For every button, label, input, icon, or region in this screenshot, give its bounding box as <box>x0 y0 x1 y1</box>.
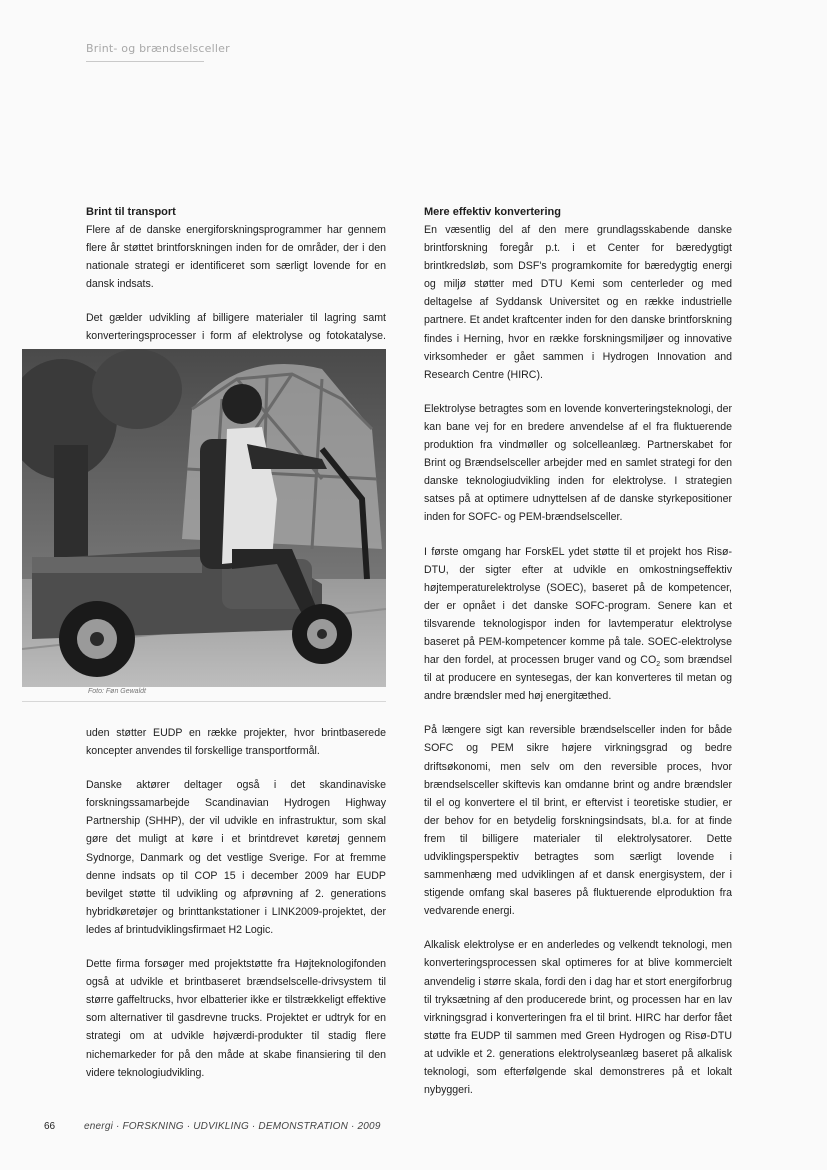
photo-credit: Foto: Føn Gewaldt <box>88 688 146 695</box>
subscript: 2 <box>656 661 661 669</box>
magazine-footer: energi · FORSKNING · UDVIKLING · DEMONSTRATION · 2009 <box>84 1121 381 1132</box>
running-head: Brint- og brændselsceller <box>86 42 230 55</box>
paragraph-text: som brændsel til at producere en syntesegas, der kan konverteres til metan og andre brændsler med høj energitæthed. <box>424 654 732 703</box>
photo-hydrogen-vehicle <box>22 349 386 687</box>
paragraph: På længere sigt kan reversible brændselsceller inden for både SOFC og PEM sikre højere virkningsgrad og bedre driftsøkonomi, men selv om den reversible proces, hvor brændselsceller skiftevis kan omdanne brint og andre brændsler til el og konvertere el til brint, er eftervist i teoretiske studier, er der behov for en betydelig forskningsindsats, bl.a. for at finde frem til billigere materialer til elektrolysatorer. Dette udviklingsperspektiv betragtes som særligt lovende i sammenhæng med udviklingen af et dansk energisystem, der i stigende omfang skal baseres på fluktuerende elproduktion fra vedvarende energi. <box>424 724 732 918</box>
photo-illustration <box>22 349 386 687</box>
left-column-bottom <box>86 724 386 1098</box>
paragraph: Elektrolyse betragtes som en lovende konverteringsteknologi, der kan bane vej for en bredere anvendelse af el fra fluktuerende produktion fra vindmøller og solcelleanlæg. Partnerskabet for Brint og Brændselsceller arbejder med en samlet strategi for den danske teknologiudvikling inden for elektrolyse. I strategien satses på at optimere udnyttelsen af de danske styrkepositioner inden for SOFC- og PEM-brændselsceller. <box>424 402 732 524</box>
right-column <box>424 203 732 1115</box>
photo-credit-rule <box>22 701 386 702</box>
running-head-rule <box>86 61 204 62</box>
paragraph: Dette firma forsøger med projektstøtte fra Højteknologifonden også at udvikle et brintbaseret brændselscelle-drivsystem til større gaffeltrucks, hvor elbatterier ikke er tilstrækkeligt effektive som alternativer til gasdrevne trucks. Projektet er udtryk for en strategi om at udvikle højværdi-produkter til stadig flere nichemarkeder for på den måde at skabe finansiering til den videre teknologiudvikling. <box>86 958 386 1079</box>
paragraph-text: I første omgang har ForskEL ydet støtte til et projekt hos Risø-DTU, der sigter efter at udvikle en omkostningseffektiv højtemperaturelektrolyse (SOEC), baseret på de kompetencer, der er opnået i det danske SOFC-program. Senere kan et tilsvarende teknologispor inden for lavtemperatur elektrolyse baseret på PEM-kompetencer komme på tale. SOEC-elektrolyse har den fordel, at processen bruger vand og CO <box>424 545 732 667</box>
paragraph-soec <box>424 543 732 706</box>
paragraph: Danske aktører deltager også i det skandinaviske forskningssamarbejde Scandinavian Hydrogen Highway Partnership (SHHP), der vil udvikle en infrastruktur, som skal gøre det muligt at køre i et brintdrevet køretøj gennem Sydnorge, Danmark og det vestlige Sverige. For at fremme denne indsats op til COP 15 i december 2009 har EUDP bevilget støtte til udvikling og afprøvning af 2. generations hybridkøretøjer og brinttankstationer i LINK2009-projektet, der ledes af brintudviklingsfirmaet H2 Logic. <box>86 779 386 936</box>
section-heading-conversion: Mere effektiv konvertering <box>424 206 561 218</box>
paragraph: Flere af de danske energiforskningsprogrammer har gennem flere år støttet brintforskningen inden for de områder, der i den nationale strategi er identificeret som særligt lovende for en dansk indsats. <box>86 224 386 291</box>
section-heading-transport: Brint til transport <box>86 206 176 218</box>
paragraph: En væsentlig del af den mere grundlagsskabende danske brintforskning foregår p.t. i et Center for bæredygtigt brintkredsløb, som DSF's programkomite for bæredygtig energi og miljø støtter med DTU Kemi som centerleder og med deltagelse af Syddansk Universitet og en række industrielle partnere. Et andet kraftcenter inden for den danske brintforskning findes i Herning, hvor en række forskningsmiljøer og innovative virksomheder er gået sammen i Hydrogen Innovation and Research Centre (HIRC). <box>424 224 732 381</box>
paragraph: Alkalisk elektrolyse er en anderledes og velkendt teknologi, men konverteringsprocessen skal optimeres for at blive kommercielt anvendelig i større skala, fordi den i dag har et stort energiforbrug til tryksætning af den producerede brint, og processen har en lav virkningsgrad i konverteringen fra el til brint. HIRC har derfor fået støtte fra EUDP til sammen med Green Hydrogen og Risø-DTU at udvikle et 2. generations elektrolyseanlæg baseret på alkalisk teknologi, som efterfølgende skal demonstreres på et lokalt nybyggeri. <box>424 939 732 1097</box>
paragraph: Det gælder udvikling af billigere materialer til lagring samt konverteringsprocesser i form af elektrolyse og fotokatalyse. <box>86 312 386 343</box>
paragraph: uden støtter EUDP en række projekter, hvor brintbaserede koncepter anvendes til forskellige transportformål. <box>86 727 386 758</box>
page-number: 66 <box>44 1121 56 1132</box>
